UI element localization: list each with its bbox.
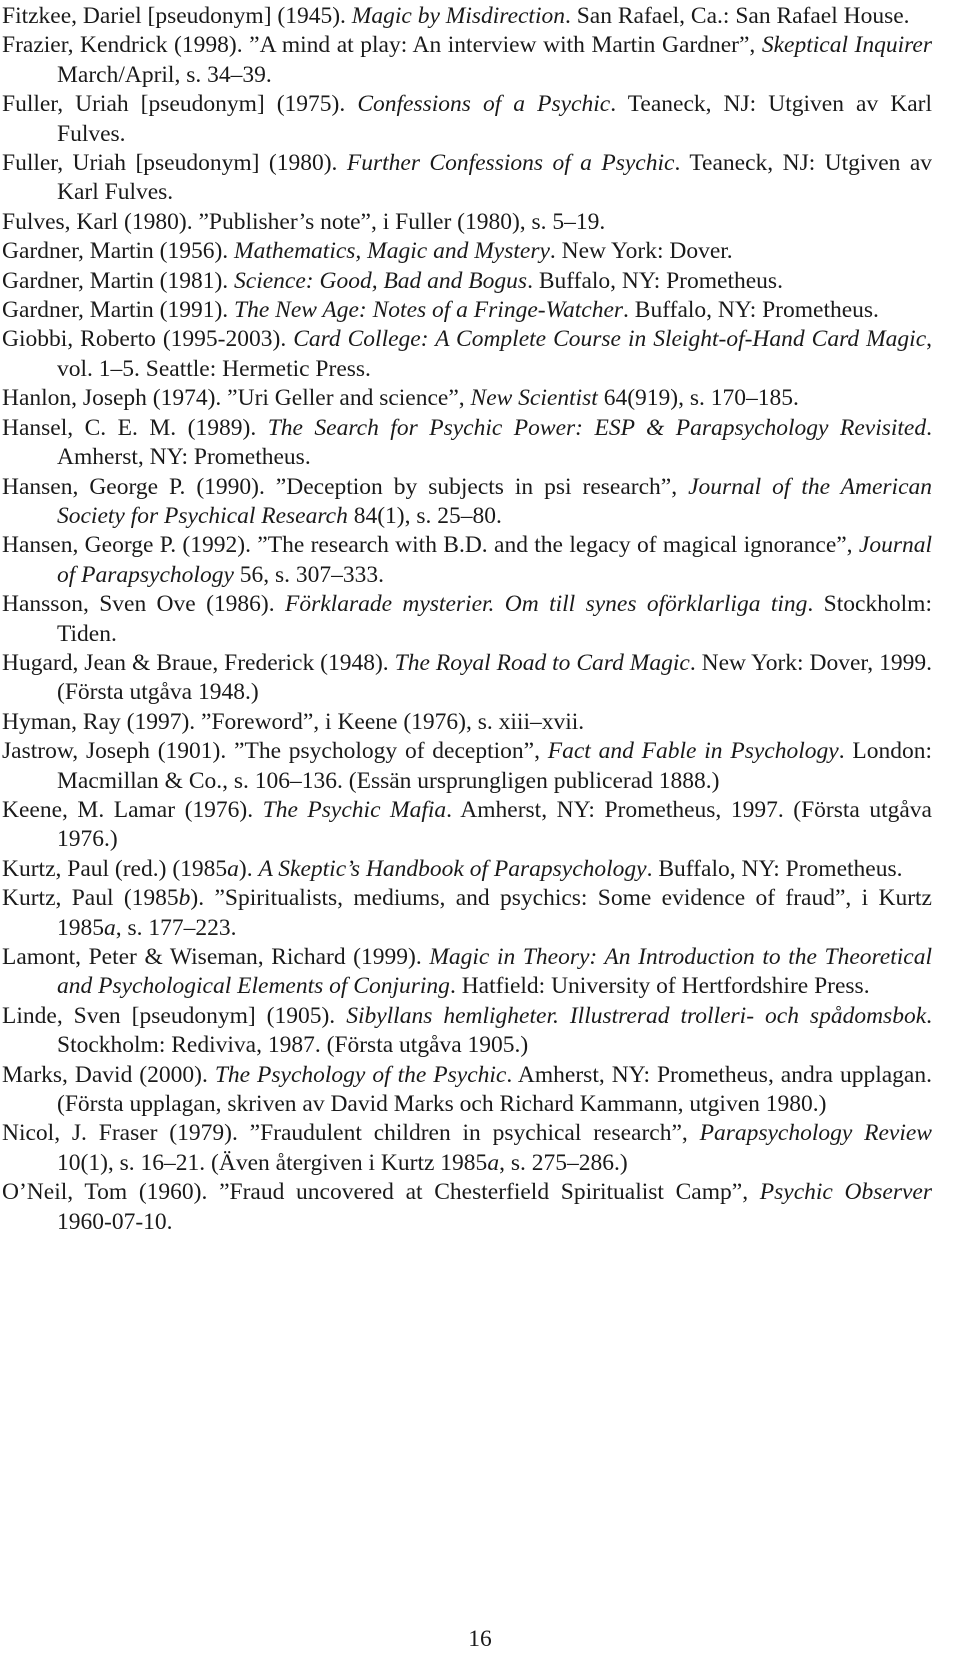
entry-text: 64(919), s. 170–185. xyxy=(597,385,799,412)
entry-text: . Amherst, NY: Prometheus, 1997. (Första utgåva 1976.) xyxy=(57,796,932,853)
bibliography-entry xyxy=(2,649,932,708)
bibliography-entry xyxy=(2,90,932,149)
bibliography-entry xyxy=(2,708,932,737)
entry-text: . Teaneck, NJ: Utgiven av Karl Fulves. xyxy=(57,91,933,147)
bibliography-entry xyxy=(2,590,932,649)
entry-italic-text: The Search for Psychic Power: ESP & Parapsychology Revisited xyxy=(267,414,927,441)
entry-italic-text: Sibyllans hemligheter. Illustrerad trolleri- och spådomsbok xyxy=(346,1002,927,1029)
entry-text: Keene, M. Lamar (1976). xyxy=(2,796,263,823)
entry-italic-text: Förklarade mysterier. Om till synes oförklarliga ting xyxy=(284,591,808,618)
entry-italic-text: Further Confessions of a Psychic xyxy=(346,150,675,177)
entry-text: Nicol, J. Fraser (1979). ”Fraudulent children in psychical research”, xyxy=(2,1120,700,1147)
entry-italic-text: The Psychology of the Psychic xyxy=(214,1061,507,1088)
entry-italic-text: Confessions of a Psychic xyxy=(357,91,611,118)
entry-text: . Stockholm: Tiden. xyxy=(57,591,932,647)
entry-text: March/April, s. 34–39. xyxy=(57,61,272,88)
entry-text: . Hatfield: University of Hertfordshire Press. xyxy=(449,973,870,1000)
entry-text: 56, s. 307–333. xyxy=(233,561,385,588)
entry-text: . San Rafael, Ca.: San Rafael House. xyxy=(564,3,910,29)
entry-text: Fuller, Uriah [pseudonym] (1975). xyxy=(2,91,358,118)
entry-italic-text: The Psychic Mafia xyxy=(262,796,447,823)
entry-text: Hugard, Jean & Braue, Frederick (1948). xyxy=(2,649,395,676)
bibliography-entry xyxy=(2,384,932,413)
entry-text: Hansen, George P. (1990). ”Deception by subjects in psi research”, xyxy=(2,473,689,500)
bibliography-entry xyxy=(2,943,932,1002)
bibliography-entry xyxy=(2,149,932,208)
entry-text: , s. 275–286.) xyxy=(499,1149,628,1176)
entry-text: Giobbi, Roberto (1995-2003). xyxy=(2,326,294,353)
entry-italic-text: Science: Good, Bad and Bogus xyxy=(234,267,528,294)
entry-text: Hansel, C. E. M. (1989). xyxy=(2,414,268,441)
bibliography-entry xyxy=(2,737,932,796)
entry-italic-text: Skeptical Inquirer xyxy=(761,32,932,59)
entry-text: ). ”Spiritualists, mediums, and psychics: Some evidence of fraud”, i Kurtz 1985 xyxy=(57,885,932,941)
bibliography-entry xyxy=(2,1119,932,1178)
entry-italic-text: b xyxy=(178,885,191,912)
entry-text: . Buffalo, NY: Prometheus. xyxy=(646,855,903,882)
entry-italic-text: Journal of Parapsychology xyxy=(57,532,932,588)
entry-text: Hyman, Ray (1997). ”Foreword”, i Keene (1976), s. xiii–xvii. xyxy=(2,708,585,735)
entry-italic-text: Magic in Theory: An Introduction to the Theoretical and Psychological Elements of Conjuring xyxy=(57,944,932,1000)
entry-text: Hansson, Sven Ove (1986). xyxy=(2,591,285,618)
entry-text: Fitzkee, Dariel [pseudonym] (1945). xyxy=(2,3,352,29)
entry-text: Gardner, Martin (1956). xyxy=(2,238,235,265)
bibliography-entry xyxy=(2,855,932,884)
bibliography-list xyxy=(2,2,932,1237)
entry-text: 1960-07-10. xyxy=(57,1208,173,1235)
entry-text: . Amherst, NY: Prometheus, andra upplagan. (Första upplagan, skriven av David Marks och Richard Kammann, utgiven 1980.) xyxy=(57,1061,932,1118)
entry-italic-text: Journal of the American Society for Psychical Research xyxy=(57,473,932,529)
entry-italic-text: The Royal Road to Card Magic xyxy=(394,649,690,676)
entry-text: . Stockholm: Rediviva, 1987. (Första utgåva 1905.) xyxy=(57,1002,932,1059)
bibliography-entry xyxy=(2,1061,932,1120)
bibliography-entry xyxy=(2,208,932,237)
entry-text: . New York: Dover, 1999. (Första utgåva 1948.) xyxy=(57,649,932,706)
entry-italic-text: A Skeptic’s Handbook of Parapsychology xyxy=(258,855,647,882)
bibliography-entry xyxy=(2,796,932,855)
entry-text: Gardner, Martin (1991). xyxy=(2,297,235,324)
entry-italic-text: a xyxy=(227,855,239,882)
entry-text: . Buffalo, NY: Prometheus. xyxy=(527,267,783,294)
bibliography-entry xyxy=(2,884,932,943)
entry-text: Linde, Sven [pseudonym] (1905). xyxy=(2,1002,347,1029)
entry-text: Marks, David (2000). xyxy=(2,1061,215,1088)
entry-text: 10(1), s. 16–21. (Även återgiven i Kurtz 1985 xyxy=(57,1149,488,1176)
entry-text: Hansen, George P. (1992). ”The research with B.D. and the legacy of magical ignorance”, xyxy=(2,532,859,559)
entry-text: ). xyxy=(238,855,259,882)
entry-italic-text: Mathematics, Magic and Mystery xyxy=(234,238,550,265)
bibliography-entry xyxy=(2,237,932,266)
entry-text: , s. 177–223. xyxy=(115,914,237,941)
bibliography-entry xyxy=(2,325,932,384)
entry-text: Hanlon, Joseph (1974). ”Uri Geller and science”, xyxy=(2,385,471,412)
entry-text: . Buffalo, NY: Prometheus. xyxy=(623,297,879,324)
entry-italic-text: New Scientist xyxy=(470,385,598,412)
entry-text: Frazier, Kendrick (1998). ”A mind at play: An interview with Martin Gardner”, xyxy=(2,32,762,59)
entry-text: Lamont, Peter & Wiseman, Richard (1999). xyxy=(2,944,430,970)
entry-text: Fulves, Karl (1980). ”Publisher’s note”, i Fuller (1980), s. 5–19. xyxy=(2,208,606,235)
bibliography-entry xyxy=(2,1178,932,1237)
bibliography-entry xyxy=(2,473,932,532)
bibliography-entry xyxy=(2,414,932,473)
bibliography-entry xyxy=(2,1002,932,1061)
entry-text: Gardner, Martin (1981). xyxy=(2,267,235,294)
entry-text: Kurtz, Paul (1985 xyxy=(2,885,179,912)
bibliography-entry xyxy=(2,296,932,325)
entry-italic-text: The New Age: Notes of a Fringe-Watcher xyxy=(234,297,624,324)
entry-italic-text: Parapsychology Review xyxy=(699,1120,932,1147)
entry-italic-text: Psychic Observer xyxy=(759,1179,932,1206)
bibliography-entry xyxy=(2,267,932,296)
entry-text: O’Neil, Tom (1960). ”Fraud uncovered at Chesterfield Spiritualist Camp”, xyxy=(2,1179,760,1206)
entry-italic-text: Card College: A Complete Course in Sleight-of-Hand Card Magic xyxy=(293,326,927,353)
bibliography-entry xyxy=(2,2,932,31)
entry-italic-text: a xyxy=(104,914,116,941)
entry-italic-text: a xyxy=(487,1149,500,1176)
entry-text: Fuller, Uriah [pseudonym] (1980). xyxy=(2,150,347,177)
bibliography-entry xyxy=(2,31,932,90)
entry-text: Kurtz, Paul (red.) (1985 xyxy=(2,855,228,882)
entry-text: . Teaneck, NJ: Utgiven av Karl Fulves. xyxy=(57,150,933,206)
bibliography-entry xyxy=(2,531,932,590)
page-number: 16 xyxy=(468,1626,492,1652)
entry-text: . London: Macmillan & Co., s. 106–136. (Essän ursprungligen publicerad 1888.) xyxy=(57,738,932,794)
entry-text: Jastrow, Joseph (1901). ”The psychology of deception”, xyxy=(2,738,548,765)
entry-italic-text: Fact and Fable in Psychology xyxy=(547,738,839,765)
entry-italic-text: Magic by Misdirection xyxy=(351,3,565,29)
entry-text: 84(1), s. 25–80. xyxy=(347,502,502,529)
entry-text: . New York: Dover. xyxy=(549,238,733,265)
entry-text: , vol. 1–5. Seattle: Hermetic Press. xyxy=(57,326,932,382)
entry-text: . Amherst, NY: Prometheus. xyxy=(57,414,932,471)
